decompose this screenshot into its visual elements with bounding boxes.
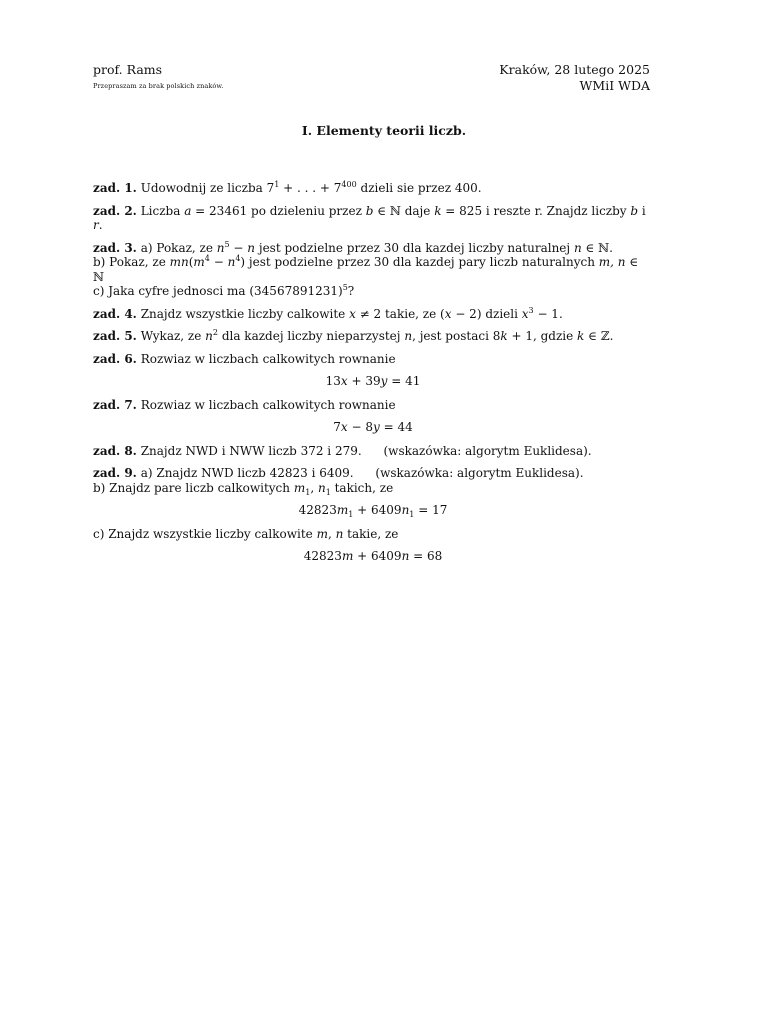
author: prof. Rams — [93, 62, 163, 77]
task-label: zad. 9. — [93, 466, 137, 480]
hint: (wskazówka: algorytm Euklidesa). — [375, 466, 584, 480]
page-title: I. Elementy teorii liczb. — [301, 123, 467, 138]
task-label: zad. 5. — [93, 329, 137, 343]
task-label: zad. 8. — [93, 443, 137, 458]
task-3 — [93, 241, 653, 299]
equation-b: $42823m_1 + 6409n_1 = 17$ — [298, 503, 448, 519]
task-9 — [93, 466, 653, 564]
task-text-b: b) Znajdz pare liczb calkowitych $m_1$, $n_1$ takich, ze — [93, 480, 394, 497]
task-text-b: b) Pokaz, ze $mn(m^4 - n^4)$ jest podzielne przez 30 dla kazdej pary liczb naturalnych m, n ∈ ℕ — [93, 254, 639, 284]
equation-c: 42823m + 6409n = 68 — [303, 549, 443, 563]
task-8 — [93, 444, 653, 459]
task-label: zad. 6. — [93, 351, 137, 366]
task-text: Rozwiaz w liczbach calkowitych rownanie — [140, 397, 396, 412]
task-text-c: c) Znajdz wszystkie liczby calkowite m, n takie, ze — [93, 526, 399, 541]
task-text: Udowodnij ze liczba $7^1$ + . . . + $7^{400}$ dzieli sie przez 400. — [140, 180, 482, 195]
apology-note: Przepraszam za brak polskich znaków. — [93, 82, 224, 90]
task-label: zad. 3. — [93, 240, 137, 255]
equation: 13x + 39y = 41 — [325, 374, 421, 388]
faculty: WMiI WDA — [579, 78, 650, 93]
task-list — [93, 181, 653, 573]
task-text: Rozwiaz w liczbach calkowitych rownanie — [140, 351, 396, 366]
task-label: zad. 7. — [93, 397, 137, 412]
task-7 — [93, 398, 653, 435]
task-6 — [93, 352, 653, 389]
header-left — [93, 62, 223, 90]
task-text: Znajdz NWD i NWW liczb 372 i 279. — [140, 443, 362, 458]
task-text-a: a) Znajdz NWD liczb 42823 i 6409. — [140, 466, 354, 480]
hint: (wskazówka: algorytm Euklidesa). — [383, 443, 592, 458]
place-date: Kraków, 28 lutego 2025 — [499, 62, 650, 77]
task-label: zad. 4. — [93, 306, 137, 321]
header-right — [499, 62, 650, 94]
task-label: zad. 2. — [93, 203, 137, 218]
task-5 — [93, 329, 653, 344]
task-2 — [93, 204, 653, 233]
task-label: zad. 1. — [93, 181, 137, 195]
task-1 — [93, 181, 653, 196]
task-4 — [93, 307, 653, 322]
task-text-a: a) Pokaz, ze $n^5 - n$ jest podzielne przez 30 dla kazdej liczby naturalnej n ∈ ℕ. — [140, 239, 613, 255]
task-text: Liczba a = 23461 po dzieleniu przez b ∈ ℕ daje k = 825 i reszte r. Znajdz liczby b i r. — [93, 203, 646, 232]
task-text: Znajdz wszystkie liczby calkowite x ≠ 2 takie, ze (x − 2) dzieli $x^3 - 1$. — [140, 305, 563, 321]
task-text: Wykaz, ze $n^2$ dla kazdej liczby nieparzystej n, jest postaci 8k + 1, gdzie k ∈ ℤ. — [140, 328, 614, 343]
equation: 7x − 8y = 44 — [333, 420, 413, 434]
task-text-c: c) Jaka cyfre jednosci ma $(34567891231)^5$? — [93, 283, 355, 298]
